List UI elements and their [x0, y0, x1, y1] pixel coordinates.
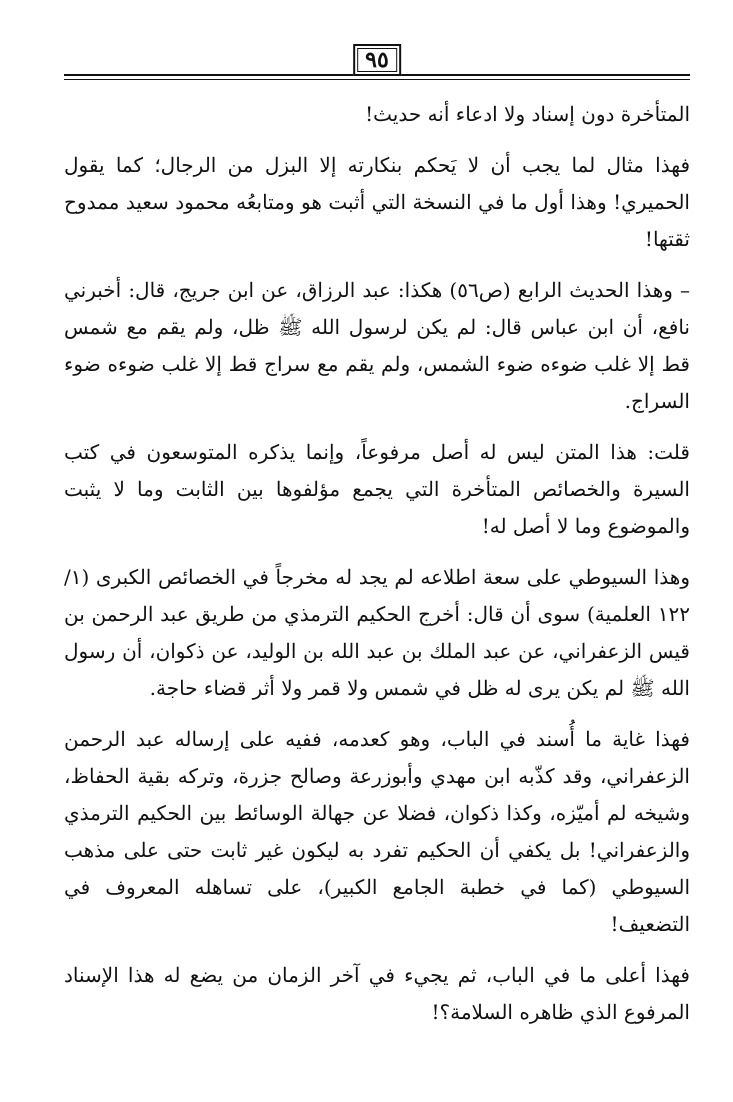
paragraph-7: فهذا أعلى ما في الباب، ثم يجيء في آخر الزمان من يضع له هذا الإسناد المرفوع الذي ظاهره السلامة؟!: [64, 963, 690, 1024]
paragraph-5: وهذا السيوطي على سعة اطلاعه لم يجد له مخرجاً في الخصائص الكبرى (١/ ١٢٢ العلمية) سوى أن قال: أخرج الحكيم الترمذي من طريق عبد الرحمن بن قيس الزعفراني، عن عبد الملك بن عبد الله بن الوليد، عن ذكوان، أن رسول الله ﷺ لم يكن يرى له ظل في شمس ولا قمر ولا أثر قضاء حاجة.: [64, 565, 690, 700]
body-text: [64, 96, 690, 1045]
paragraph-4: قلت: هذا المتن ليس له أصل مرفوعاً، وإنما يذكره المتوسعون في كتب السيرة والخصائص المتأخرة التي يجمع مؤلفوها بين الثابت وما لا يثبت والموضوع وما لا أصل له!: [64, 440, 690, 538]
paragraph-6: فهذا غاية ما أُسند في الباب، وهو كعدمه، ففيه على إرساله عبد الرحمن الزعفراني، وقد كذّبه ابن مهدي وأبوزرعة وصالح جزرة، وتركه بقية الحفاظ، وشيخه لم أميّزه، وكذا ذكوان، فضلا عن جهالة الوسائط بين الحكيم الترمذي والزعفراني! بل يكفي أن الحكيم تفرد به ليكون غير ثابت حتى على مذهب السيوطي (كما في خطبة الجامع الكبير)، على تساهله المعروف في التضعيف!: [64, 727, 690, 936]
paragraph-3: – وهذا الحديث الرابع (ص٥٦) هكذا: عبد الرزاق، عن ابن جريج، قال: أخبرني نافع، أن ابن عباس قال: لم يكن لرسول الله ﷺ ظل، ولم يقم مع شمس قط إلا غلب ضوءه ضوء الشمس، ولم يقم مع سراج قط إلا غلب ضوءه ضوء السراج.: [64, 278, 691, 413]
header-rule-thin: [64, 79, 690, 80]
paragraph-1: المتأخرة دون إسناد ولا ادعاء أنه حديث!: [365, 102, 690, 126]
page-header: [64, 44, 690, 84]
page-number: ٩٥: [353, 44, 401, 76]
paragraph-2: فهذا مثال لما يجب أن لا يَحكم بنكارته إلا البزل من الرجال؛ كما يقول الحميري! وهذا أول ما في النسخة التي أثبت هو ومتابعُه محمود سعيد ممدوح ثقتها!: [64, 153, 690, 251]
